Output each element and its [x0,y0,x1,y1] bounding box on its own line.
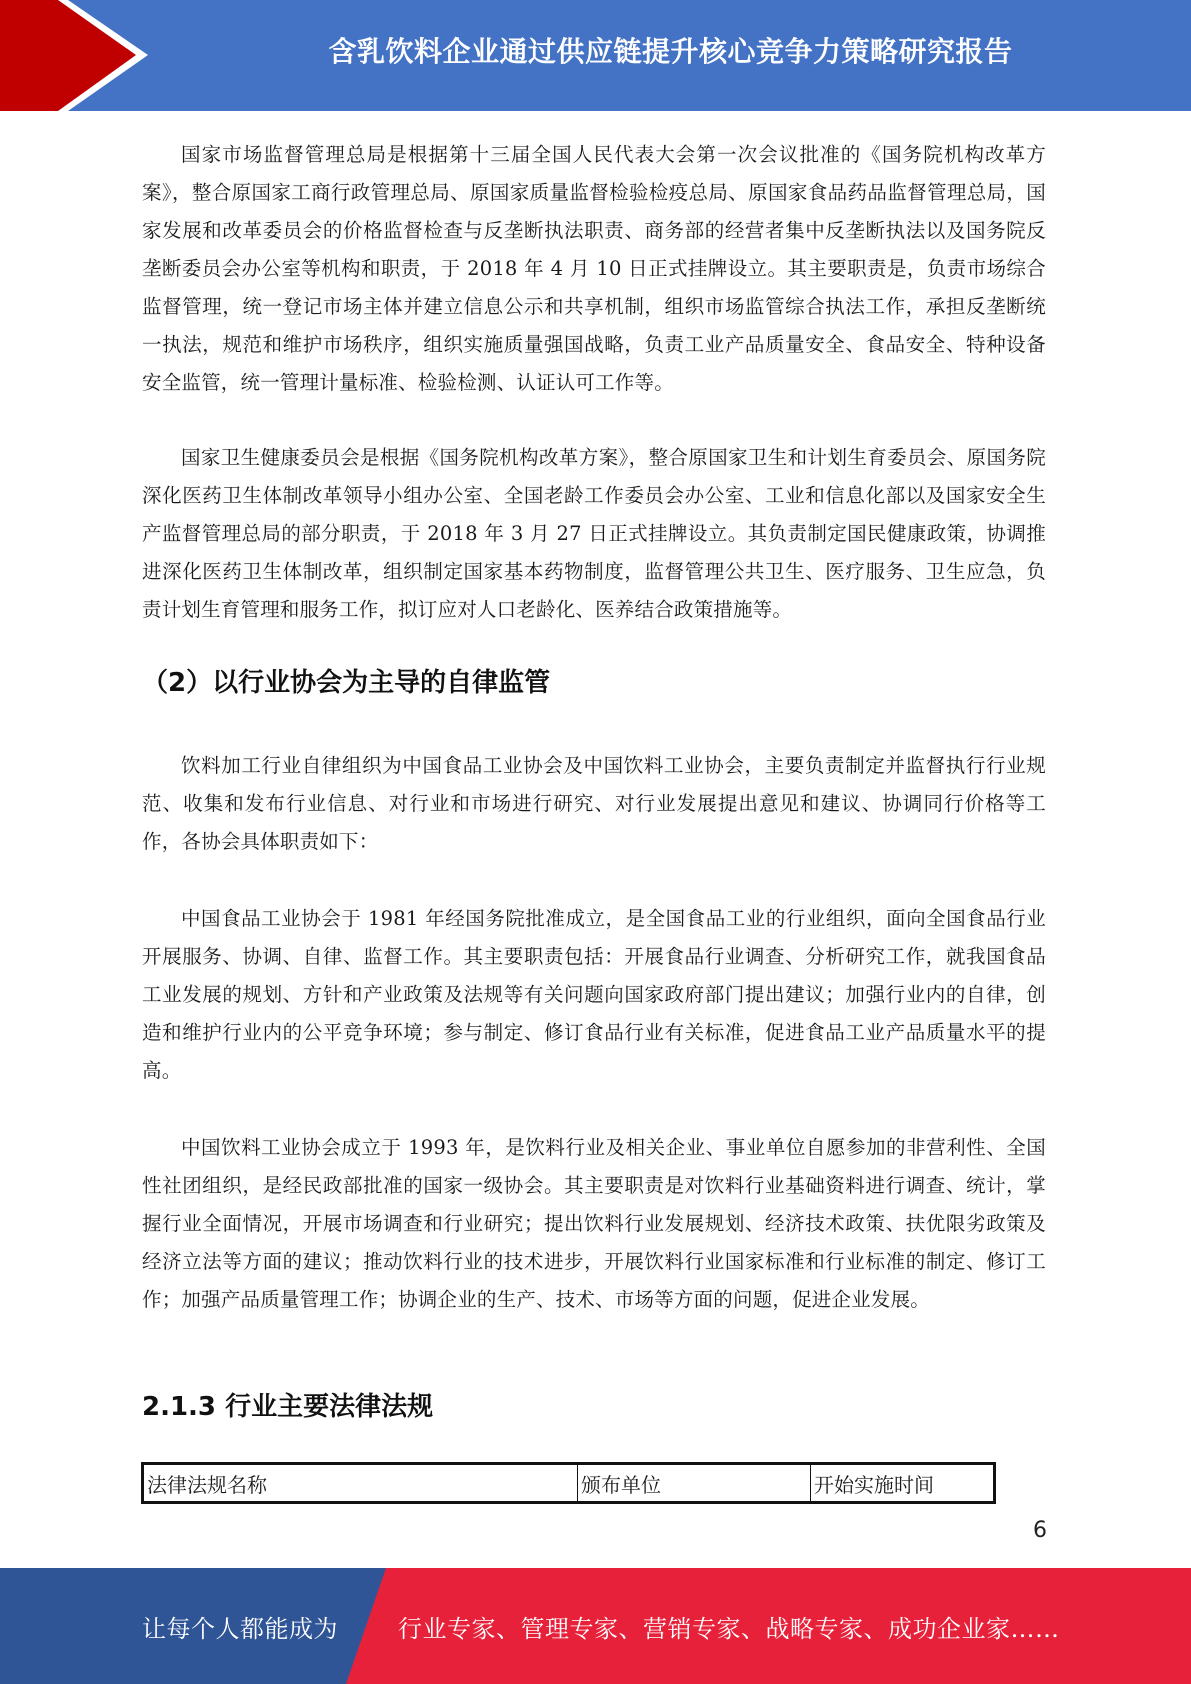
footer-slogan-left: 让每个人都能成为 [142,1614,338,1643]
laws-table [141,1462,996,1504]
paragraph-samr: 国家市场监督管理总局是根据第十三届全国人民代表大会第一次会议批准的《国务院机构改革方案》，整合原国家工商行政管理总局、原国家质量监督检验检疫总局、原国家食品药品监督管理总局，国家发展和改革委员会的价格监督检查与反垄断执法职责、商务部的经营者集中反垄断执法以及国务院反垄断委员会办公室等机构和职责，于 2018 年 4 月 10 日正式挂牌设立。其主要职责是，负责市场综合监督管理，统一登记市场主体并建立信息公示和共享机制，组织市场监管综合执法工作，承担反垄断统一执法，规范和维护市场秩序，组织实施质量强国战略，负责工业产品质量安全、食品安全、特种设备安全监管，统一管理计量标准、检验检测、认证认可工作等。 [142,143,1046,394]
table-header-cell: 颁布单位 [578,1464,811,1503]
header-banner [0,0,1191,111]
document-title: 含乳饮料企业通过供应链提升核心竞争力策略研究报告 [328,35,1013,68]
paragraph-cbia: 中国饮料工业协会成立于 1993 年，是饮料行业及相关企业、事业单位自愿参加的非营利性、全国性社团组织，是经民政部批准的国家一级协会。其主要职责是对饮料行业基础资料进行调查、统计，掌握行业全面情况，开展市场调查和行业研究；提出饮料行业发展规划、经济技术政策、扶优限劣政策及经济立法等方面的建议；推动饮料行业的技术进步，开展饮料行业国家标准和行业标准的制定、修订工作；加强产品质量管理工作；协调企业的生产、技术、市场等方面的问题，促进企业发展。 [142,1136,1046,1311]
footer-banner [0,1568,1191,1684]
paragraph-cnfia: 中国食品工业协会于 1981 年经国务院批准成立，是全国食品工业的行业组织，面向全国食品行业开展服务、协调、自律、监督工作。其主要职责包括：开展食品行业调查、分析研究工作，就我国食品工业发展的规划、方针和产业政策及法规等有关问题向国家政府部门提出建议；加强行业内的自律，创造和维护行业内的公平竞争环境；参与制定、修订食品行业有关标准，促进食品工业产品质量水平的提高。 [142,907,1046,1082]
paragraph-industry-associations: 饮料加工行业自律组织为中国食品工业协会及中国饮料工业协会，主要负责制定并监督执行行业规范、收集和发布行业信息、对行业和市场进行研究、对行业发展提出意见和建议、协调同行价格等工作，各协会具体职责如下： [142,754,1046,853]
footer-slogan-right: 行业专家、管理专家、营销专家、战略专家、成功企业家…… [398,1614,1060,1643]
chevron-icon [0,0,160,111]
section-heading-self-regulation: （2）以行业协会为主导的自律监管 [142,668,551,698]
paragraph-nhc: 国家卫生健康委员会是根据《国务院机构改革方案》，整合原国家卫生和计划生育委员会、原国务院深化医药卫生体制改革领导小组办公室、全国老龄工作委员会办公室、工业和信息化部以及国家安全生产监督管理总局的部分职责，于 2018 年 3 月 27 日正式挂牌设立。其负责制定国民健康政策，协调推进深化医药卫生体制改革，组织制定国家基本药物制度，监督管理公共卫生、医疗服务、卫生应急，负责计划生育管理和服务工作，拟订应对人口老龄化、医养结合政策措施等。 [142,446,1046,621]
page-number: 6 [1033,1518,1047,1543]
table-header-row [143,1464,995,1503]
table-header-cell: 开始实施时间 [811,1464,995,1503]
table-header-cell: 法律法规名称 [143,1464,578,1503]
section-heading-laws: 2.1.3 行业主要法律法规 [142,1392,434,1422]
